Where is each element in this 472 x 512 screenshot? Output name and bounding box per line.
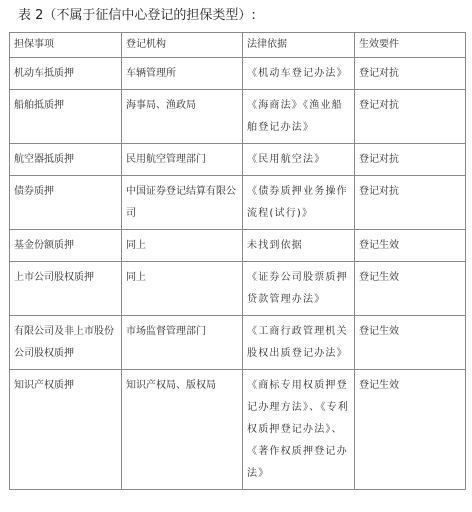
cell-agency: 车辆管理所 — [122, 58, 243, 90]
table-row — [10, 144, 466, 176]
cell-effect: 登记生效 — [355, 316, 466, 370]
table-header-row — [10, 33, 466, 58]
cell-effect: 登记对抗 — [355, 58, 466, 90]
cell-agency: 知识产权局、版权局 — [122, 370, 243, 490]
table-row — [10, 370, 466, 490]
cell-agency: 海事局、渔政局 — [122, 90, 243, 144]
cell-agency: 同上 — [122, 230, 243, 262]
header-effect-requirement: 生效要件 — [355, 33, 466, 58]
cell-law: 《证券公司股票质押贷款管理办法》 — [243, 262, 355, 316]
table-row — [10, 58, 466, 90]
cell-effect: 登记对抗 — [355, 144, 466, 176]
cell-item: 知识产权质押 — [10, 370, 122, 490]
cell-law: 《债券质押业务操作流程(试行)》 — [243, 176, 355, 230]
cell-law: 未找到依据 — [243, 230, 355, 262]
cell-law: 《商标专用权质押登记办理方法》、《专利权质押登记办法》、《著作权质押登记办法》 — [243, 370, 355, 490]
cell-effect: 登记生效 — [355, 370, 466, 490]
header-guarantee-item: 担保事项 — [10, 33, 122, 58]
cell-effect: 登记对抗 — [355, 90, 466, 144]
table-row — [10, 262, 466, 316]
table-row — [10, 230, 466, 262]
cell-law: 《海商法》《渔业船舶登记办法》 — [243, 90, 355, 144]
table-row — [10, 176, 466, 230]
cell-agency: 民用航空管理部门 — [122, 144, 243, 176]
guarantee-registration-table — [9, 32, 466, 490]
table-row — [10, 316, 466, 370]
cell-item: 上市公司股权质押 — [10, 262, 122, 316]
table-row — [10, 90, 466, 144]
header-registration-agency: 登记机构 — [122, 33, 243, 58]
cell-effect: 登记生效 — [355, 230, 466, 262]
cell-agency: 市场监督管理部门 — [122, 316, 243, 370]
cell-law: 《民用航空法》 — [243, 144, 355, 176]
table-caption: 表 2（不属于征信中心登记的担保类型）: — [18, 8, 256, 23]
header-legal-basis: 法律依据 — [243, 33, 355, 58]
cell-item: 基金份额质押 — [10, 230, 122, 262]
cell-item: 债券质押 — [10, 176, 122, 230]
cell-effect: 登记生效 — [355, 262, 466, 316]
cell-agency: 同上 — [122, 262, 243, 316]
cell-item: 航空器抵质押 — [10, 144, 122, 176]
cell-law: 《机动车登记办法》 — [243, 58, 355, 90]
cell-law: 《工商行政管理机关股权出质登记办法》 — [243, 316, 355, 370]
cell-item: 机动车抵质押 — [10, 58, 122, 90]
cell-effect: 登记对抗 — [355, 176, 466, 230]
cell-agency: 中国证券登记结算有限公司 — [122, 176, 243, 230]
cell-item: 船舶抵质押 — [10, 90, 122, 144]
cell-item: 有限公司及非上市股份公司股权质押 — [10, 316, 122, 370]
